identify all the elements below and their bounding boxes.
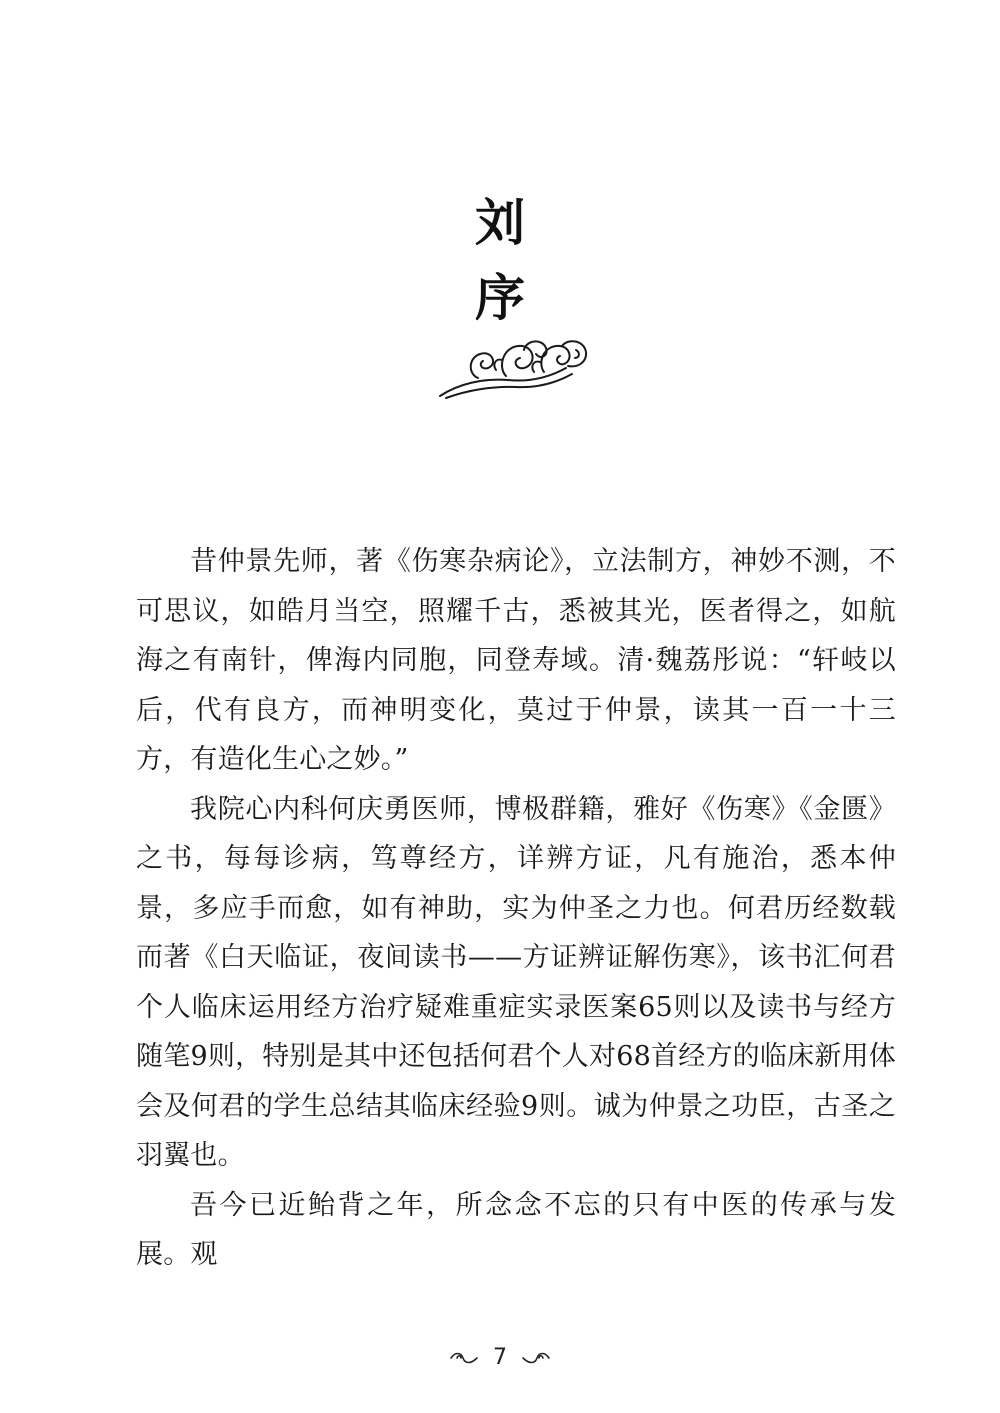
- paragraph-1: 昔仲景先师，著《伤寒杂病论》，立法制方，神妙不测，不可思议，如皓月当空，照耀千古，悉被其光，医者得之，如航海之有南针，俾海内同胞，同登寿域。清·魏荔彤说：“轩岐以后，代有良方，而神明变化，莫过于仲景，读其一百一十三方，有造化生心之妙。”: [136, 546, 896, 775]
- page-number: 7: [493, 1345, 507, 1370]
- page-footer: [0, 1340, 1000, 1376]
- paragraph-2: 我院心内科何庆勇医师，博极群籍，雅好《伤寒》《金匮》之书，每每诊病，笃尊经方，详辨方证，凡有施治，悉本仲景，多应手而愈，如有神助，实为仲圣之力也。何君历经数载而著《白天临证，夜间读书——方证辨证解伤寒》，该书汇何君个人临床运用经方治疗疑难重症实录医案65则以及读书与经方随笔9则，特别是其中还包括何君个人对68首经方的临床新用体会及何君的学生总结其临床经验9则。诚为仲景之功臣，古圣之羽翼也。: [136, 793, 896, 1171]
- auspicious-cloud-icon: [438, 334, 590, 404]
- paragraph-3: 吾今已近鲐背之年，所念念不忘的只有中医的传承与发展。观: [136, 1189, 896, 1270]
- page-title-char-2: 序: [475, 269, 525, 327]
- right-scroll-ornament-icon: [521, 1350, 551, 1366]
- left-scroll-ornament-icon: [449, 1350, 479, 1366]
- preface-body: [136, 537, 896, 1280]
- page-title-char-1: 刘: [475, 194, 525, 252]
